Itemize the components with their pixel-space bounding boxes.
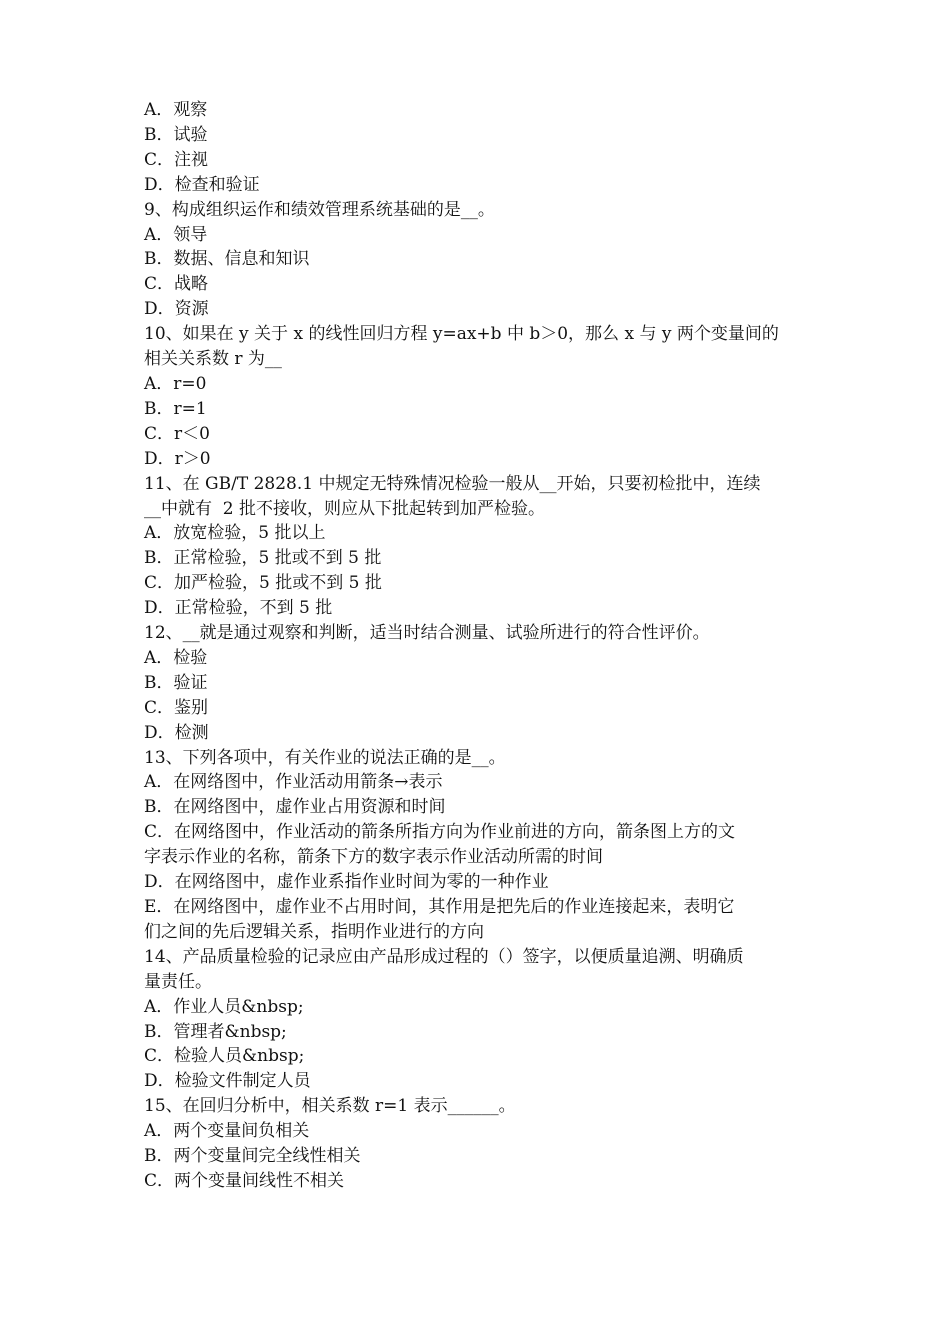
question-13: 13、下列各项中，有关作业的说法正确的是__。 [144, 747, 506, 768]
option-line: B．两个变量间完全线性相关 [144, 1146, 361, 1167]
option-line: C．r＜0 [144, 423, 210, 444]
option-line: A．领导 [144, 224, 208, 245]
option-line-cont: 们之间的先后逻辑关系，指明作业进行的方向 [144, 921, 484, 942]
option-line: D．资源 [144, 299, 209, 320]
option-line: A．放宽检验，5 批以上 [144, 523, 326, 544]
option-line: C．鉴别 [144, 697, 209, 718]
option-line: C．注视 [144, 149, 209, 170]
question-11-cont: __中就有 2 批不接收，则应从下批起转到加严检验。 [144, 498, 546, 519]
option-line: B．在网络图中，虚作业占用资源和时间 [144, 797, 446, 818]
option-line: B．正常检验，5 批或不到 5 批 [144, 548, 382, 569]
option-line: D．在网络图中，虚作业系指作业时间为零的一种作业 [144, 872, 549, 893]
question-9: 9、构成组织运作和绩效管理系统基础的是__。 [144, 199, 495, 220]
option-line: B．r=1 [144, 398, 207, 419]
option-line: D．正常检验，不到 5 批 [144, 598, 333, 619]
question-15: 15、在回归分析中，相关系数 r=1 表示______。 [144, 1096, 516, 1117]
option-line: D．检查和验证 [144, 174, 260, 195]
question-10-cont: 相关关系数 r 为__ [144, 349, 282, 370]
option-line: B．数据、信息和知识 [144, 249, 310, 270]
option-line: C．两个变量间线性不相关 [144, 1170, 345, 1191]
option-line: A．观察 [144, 100, 208, 120]
option-line: A．检验 [144, 647, 208, 668]
option-line: A．r=0 [144, 373, 207, 394]
question-12: 12、__就是通过观察和判断，适当时结合测量、试验所进行的符合性评价。 [144, 623, 710, 644]
option-line: E．在网络图中，虚作业不占用时间，其作用是把先后的作业连接起来，表明它 [144, 897, 735, 917]
question-14: 14、产品质量检验的记录应由产品形成过程的（）签字，以便质量追溯、明确质 [144, 946, 744, 967]
option-line: C．在网络图中，作业活动的箭条所指方向为作业前进的方向，箭条图上方的文 [144, 822, 736, 843]
option-line: D．r＞0 [144, 448, 211, 469]
option-line: A．作业人员&nbsp; [144, 996, 304, 1017]
option-line: B．验证 [144, 672, 208, 693]
option-line: C．战略 [144, 274, 209, 295]
question-11: 11、在 GB/T 2828.1 中规定无特殊情况检验一般从__开始，只要初检批中，连续 [144, 473, 761, 494]
option-line: D．检验文件制定人员 [144, 1071, 311, 1092]
option-line: A．在网络图中，作业活动用箭条→表示 [144, 772, 443, 793]
option-line-cont: 字表示作业的名称，箭条下方的数字表示作业活动所需的时间 [144, 847, 603, 868]
option-line: D．检测 [144, 722, 209, 743]
document-body [144, 98, 812, 1194]
option-line: C．加严检验，5 批或不到 5 批 [144, 573, 382, 594]
option-line: B．试验 [144, 124, 208, 145]
question-14-cont: 量责任。 [144, 971, 212, 992]
question-10: 10、如果在 y 关于 x 的线性回归方程 y=ax+b 中 b＞0，那么 x 与 y 两个变量间的 [144, 324, 779, 345]
option-line: A．两个变量间负相关 [144, 1121, 310, 1142]
option-line: C．检验人员&nbsp; [144, 1046, 305, 1067]
option-line: B．管理者&nbsp; [144, 1021, 287, 1042]
